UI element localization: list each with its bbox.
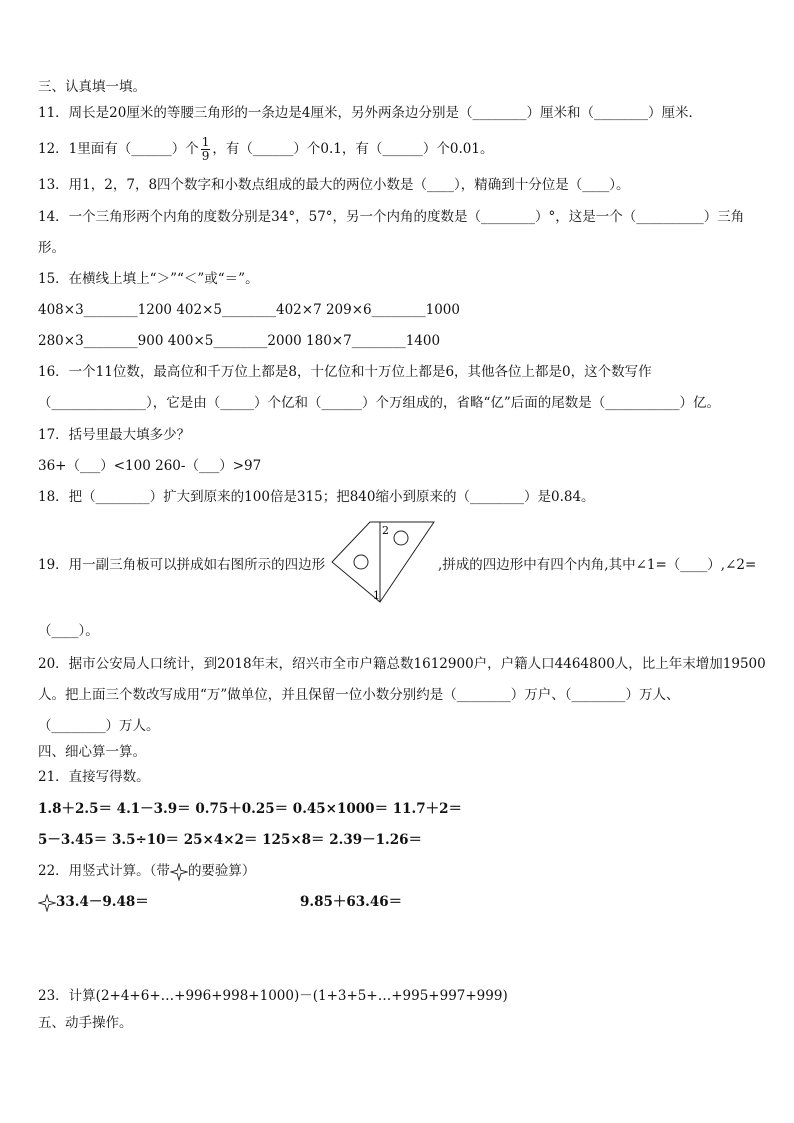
question-12-pre: 12．1里面有（______）个 xyxy=(38,141,199,157)
question-22-intro: 22．用竖式计算。（带 xyxy=(38,863,170,879)
question-16-line-1: 16．一个11位数，最高位和千万位上都是8，十亿位和十万位上都是6，其他各位上都是0，这个数写作 xyxy=(38,364,652,380)
question-22-outro: 的要验算） xyxy=(187,863,256,879)
question-21: 21．直接写得数。 xyxy=(38,769,150,785)
question-21-row-2: 5－3.45＝ 3.5÷10＝ 25×4×2＝ 125×8＝ 2.39－1.26＝ xyxy=(38,832,422,848)
question-17-row: 36+（___）<100 260-（___）>97 xyxy=(38,458,262,474)
fraction-numerator: 1 xyxy=(201,135,210,149)
triangle-hole-right xyxy=(394,531,408,545)
four-point-star-icon xyxy=(38,894,56,912)
angle-2-label: 2 xyxy=(382,524,389,537)
quadrilateral-figure xyxy=(330,516,438,606)
problem-a-text: 33.4－9.48＝ xyxy=(56,894,149,910)
question-15-row-1: 408×3________1200 402×5________402×7 209×6________1000 xyxy=(38,302,460,318)
question-20-line-2: 人。把上面三个数改写成用“万”做单位，并且保留一位小数分别约是（________）万户、（________）万人、 xyxy=(38,687,680,703)
question-17: 17．括号里最大填多少？ xyxy=(38,427,191,443)
question-12-post: ，有（______）个0.1，有（______）个0.01。 xyxy=(212,141,494,157)
question-14-line-1: 14．一个三角形两个内角的度数分别是34°，57°，另一个内角的度数是（________）°，这是一个（__________）三角 xyxy=(38,209,745,225)
question-14-line-2: 形。 xyxy=(38,240,65,256)
question-22-problem-a xyxy=(38,893,149,912)
question-15: 15．在横线上填上“＞”“＜”或“＝”。 xyxy=(38,271,259,287)
question-19-intro: 19．用一副三角板可以拼成如右图所示的四边形 xyxy=(38,557,326,573)
question-20-line-3: （________）万人。 xyxy=(38,718,160,734)
question-12 xyxy=(38,132,493,166)
angle-1-label: 1 xyxy=(373,589,380,602)
question-19-tail: ,拼成的四边形中有四个内角,其中∠1=（____）,∠2= xyxy=(438,557,757,573)
question-16-line-2: （______________），它是由（_____）个亿和（______）个万组成的，省略“亿”后面的尾数是（___________）亿。 xyxy=(38,395,721,411)
triangle-hole-left xyxy=(354,555,368,569)
question-21-row-1: 1.8＋2.5＝ 4.1－3.9＝ 0.75＋0.25＝ 0.45×1000＝ 11.7＋2＝ xyxy=(38,801,463,817)
question-13: 13．用1，2，7，8四个数字和小数点组成的最大的两位小数是（____），精确到十分位是（____）。 xyxy=(38,177,630,193)
question-18: 18．把（________）扩大到原来的100倍是315；把840缩小到原来的（________）是0.84。 xyxy=(38,489,595,505)
fraction-one-ninth xyxy=(201,136,211,163)
question-22 xyxy=(38,862,255,881)
section-4-heading: 四、细心算一算。 xyxy=(38,744,146,760)
four-point-star-icon xyxy=(170,863,188,881)
section-5-heading: 五、动手操作。 xyxy=(38,1015,133,1031)
fraction-denominator: 9 xyxy=(201,149,210,163)
question-19-line-2: （____）。 xyxy=(38,623,99,639)
question-23: 23．计算(2+4+6+…+996+998+1000)－(1+3+5+…+995+997+999) xyxy=(38,988,508,1004)
question-20-line-1: 20．据市公安局人口统计，到2018年末，绍兴市全市户籍总数1612900户，户籍人口4464800人，比上年末增加19500 xyxy=(38,656,766,672)
question-22-problem-b: 9.85＋63.46＝ xyxy=(300,894,403,910)
question-15-row-2: 280×3________900 400×5________2000 180×7________1400 xyxy=(38,333,441,349)
question-11: 11．周长是20厘米的等腰三角形的一条边是4厘米，另外两条边分别是（________）厘米和（________）厘米． xyxy=(38,105,702,121)
section-3-heading: 三、认真填一填。 xyxy=(38,79,146,95)
